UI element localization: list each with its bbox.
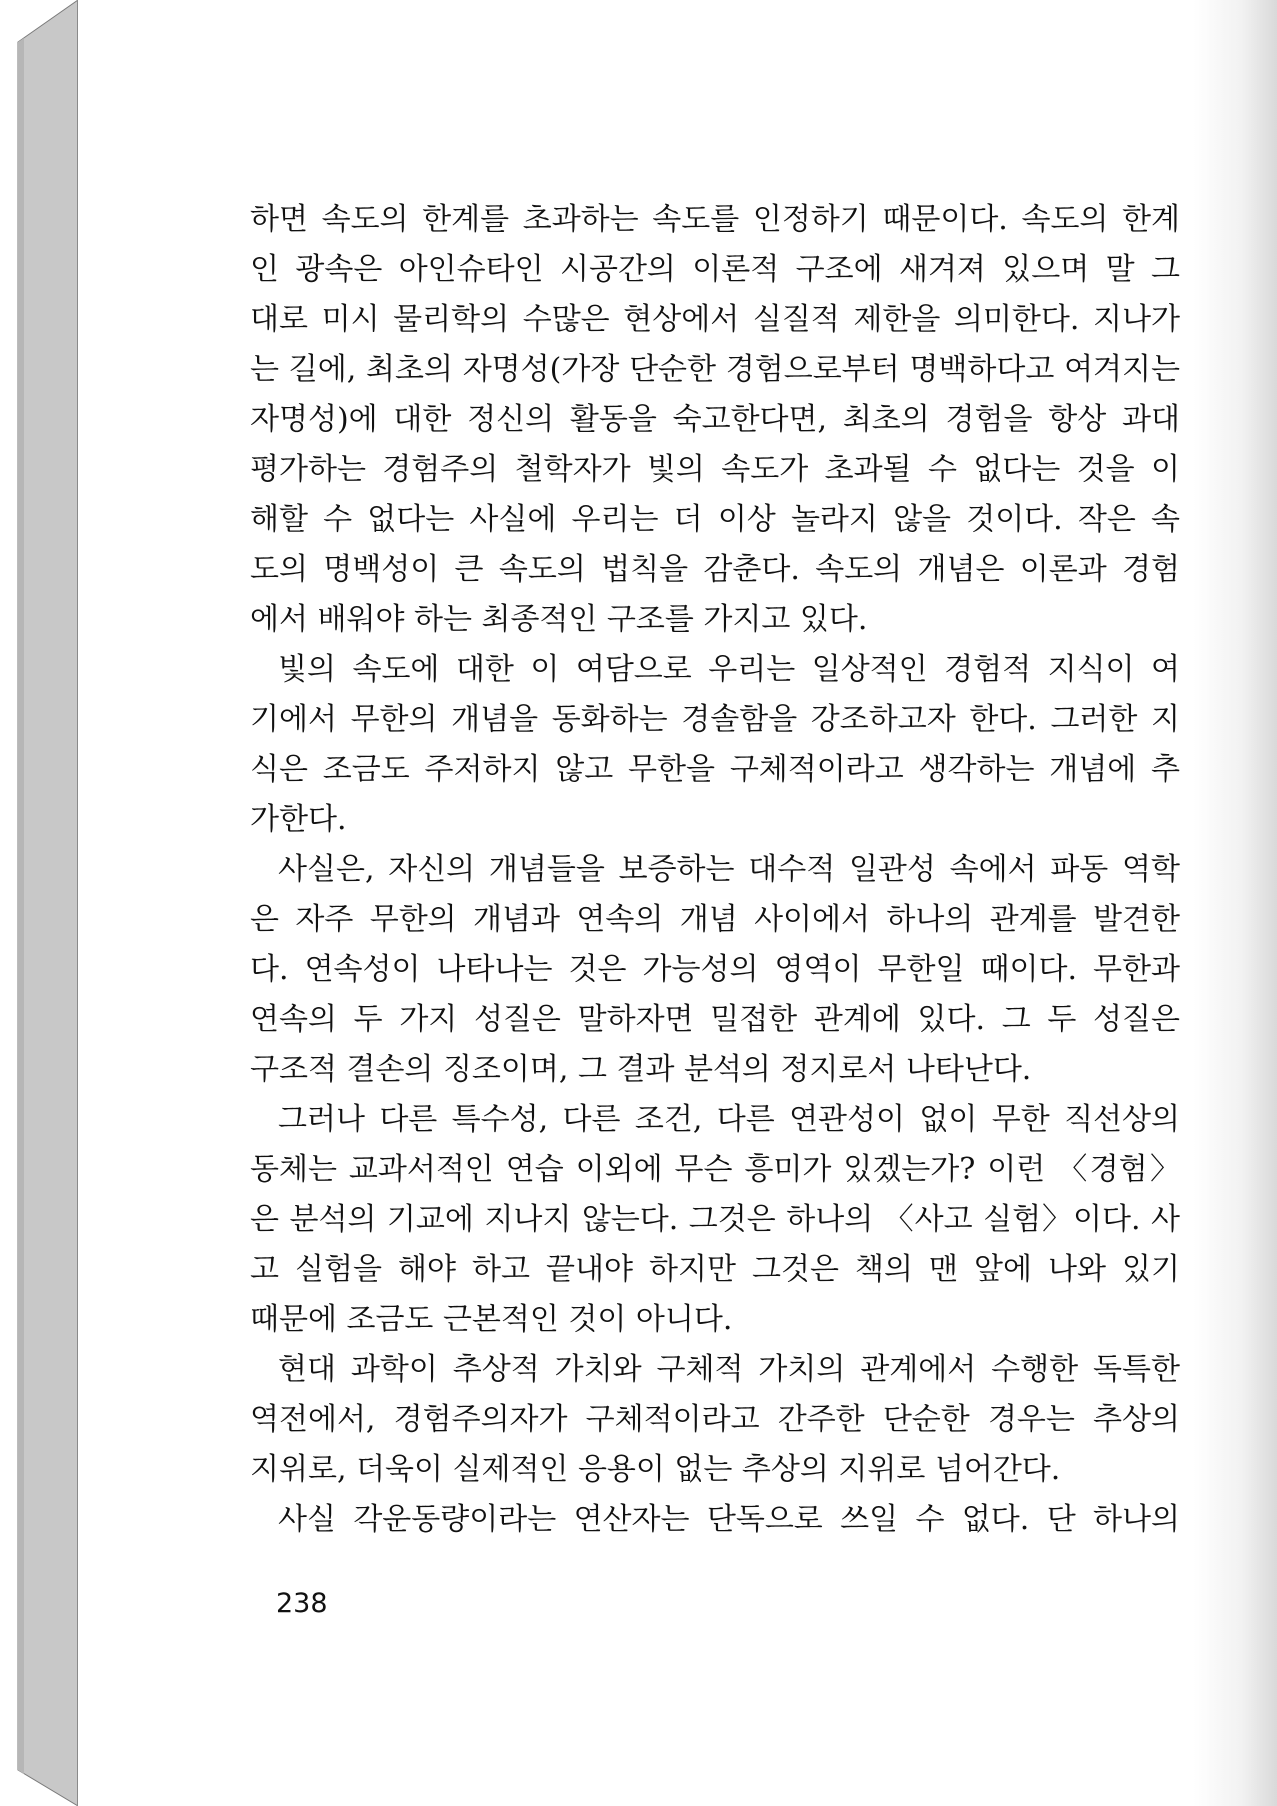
- text-line: 현대 과학이 추상적 가치와 구체적 가치의 관계에서 수행한 독특한: [278, 1352, 1180, 1387]
- text-line: 사실은, 자신의 개념들을 보증하는 대수적 일관성 속에서 파동 역학: [278, 852, 1180, 887]
- text-line: 구조적 결손의 징조이며, 그 결과 분석의 정지로서 나타난다.: [250, 1052, 1032, 1087]
- text-line: 다. 연속성이 나타나는 것은 가능성의 영역이 무한일 때이다. 무한과: [250, 952, 1180, 987]
- text-line: 평가하는 경험주의 철학자가 빛의 속도가 초과될 수 없다는 것을 이: [250, 452, 1180, 487]
- text-line: 하면 속도의 한계를 초과하는 속도를 인정하기 때문이다. 속도의 한계: [250, 202, 1180, 237]
- text-line: 은 자주 무한의 개념과 연속의 개념 사이에서 하나의 관계를 발견한: [250, 902, 1180, 937]
- text-line: 때문에 조금도 근본적인 것이 아니다.: [250, 1302, 733, 1337]
- text-line: 빛의 속도에 대한 이 여담으로 우리는 일상적인 경험적 지식이 여: [278, 652, 1180, 687]
- text-line: 해할 수 없다는 사실에 우리는 더 이상 놀라지 않을 것이다. 작은 속: [250, 502, 1180, 537]
- text-line: 지위로, 더욱이 실제적인 응용이 없는 추상의 지위로 넘어간다.: [250, 1452, 1061, 1487]
- text-line: 동체는 교과서적인 연습 이외에 무슨 흥미가 있겠는가? 이런 〈경험〉: [250, 1152, 1180, 1187]
- text-line: 에서 배워야 하는 최종적인 구조를 가지고 있다.: [250, 602, 868, 637]
- text-line: 연속의 두 가지 성질은 말하자면 밀접한 관계에 있다. 그 두 성질은: [250, 1002, 1180, 1037]
- text-line: 자명성)에 대한 정신의 활동을 숙고한다면, 최초의 경험을 항상 과대: [250, 402, 1180, 437]
- text-line: 역전에서, 경험주의자가 구체적이라고 간주한 단순한 경우는 추상의: [250, 1402, 1180, 1437]
- text-line: 고 실험을 해야 하고 끝내야 하지만 그것은 책의 맨 앞에 나와 있기: [250, 1252, 1180, 1287]
- text-line: 도의 명백성이 큰 속도의 법칙을 감춘다. 속도의 개념은 이론과 경험: [250, 552, 1180, 587]
- text-line: 인 광속은 아인슈타인 시공간의 이론적 구조에 새겨져 있으며 말 그: [250, 252, 1180, 287]
- page-body-text: [250, 195, 1180, 1545]
- text-line: 은 분석의 기교에 지나지 않는다. 그것은 하나의 〈사고 실험〉이다. 사: [250, 1202, 1180, 1237]
- page-number: 238: [276, 1588, 328, 1619]
- book-page: [78, 0, 1277, 1806]
- text-line: 그러나 다른 특수성, 다른 조건, 다른 연관성이 없이 무한 직선상의: [278, 1102, 1180, 1137]
- text-line: 기에서 무한의 개념을 동화하는 경솔함을 강조하고자 한다. 그러한 지: [250, 702, 1180, 737]
- text-line: 대로 미시 물리학의 수많은 현상에서 실질적 제한을 의미한다. 지나가: [250, 302, 1180, 337]
- book-spine: [0, 0, 80, 1806]
- text-line: 는 길에, 최초의 자명성(가장 단순한 경험으로부터 명백하다고 여겨지는: [250, 352, 1180, 387]
- text-line: 식은 조금도 주저하지 않고 무한을 구체적이라고 생각하는 개념에 추: [250, 752, 1180, 787]
- text-line: 가한다.: [250, 802, 347, 837]
- text-line: 사실 각운동량이라는 연산자는 단독으로 쓰일 수 없다. 단 하나의: [278, 1502, 1180, 1537]
